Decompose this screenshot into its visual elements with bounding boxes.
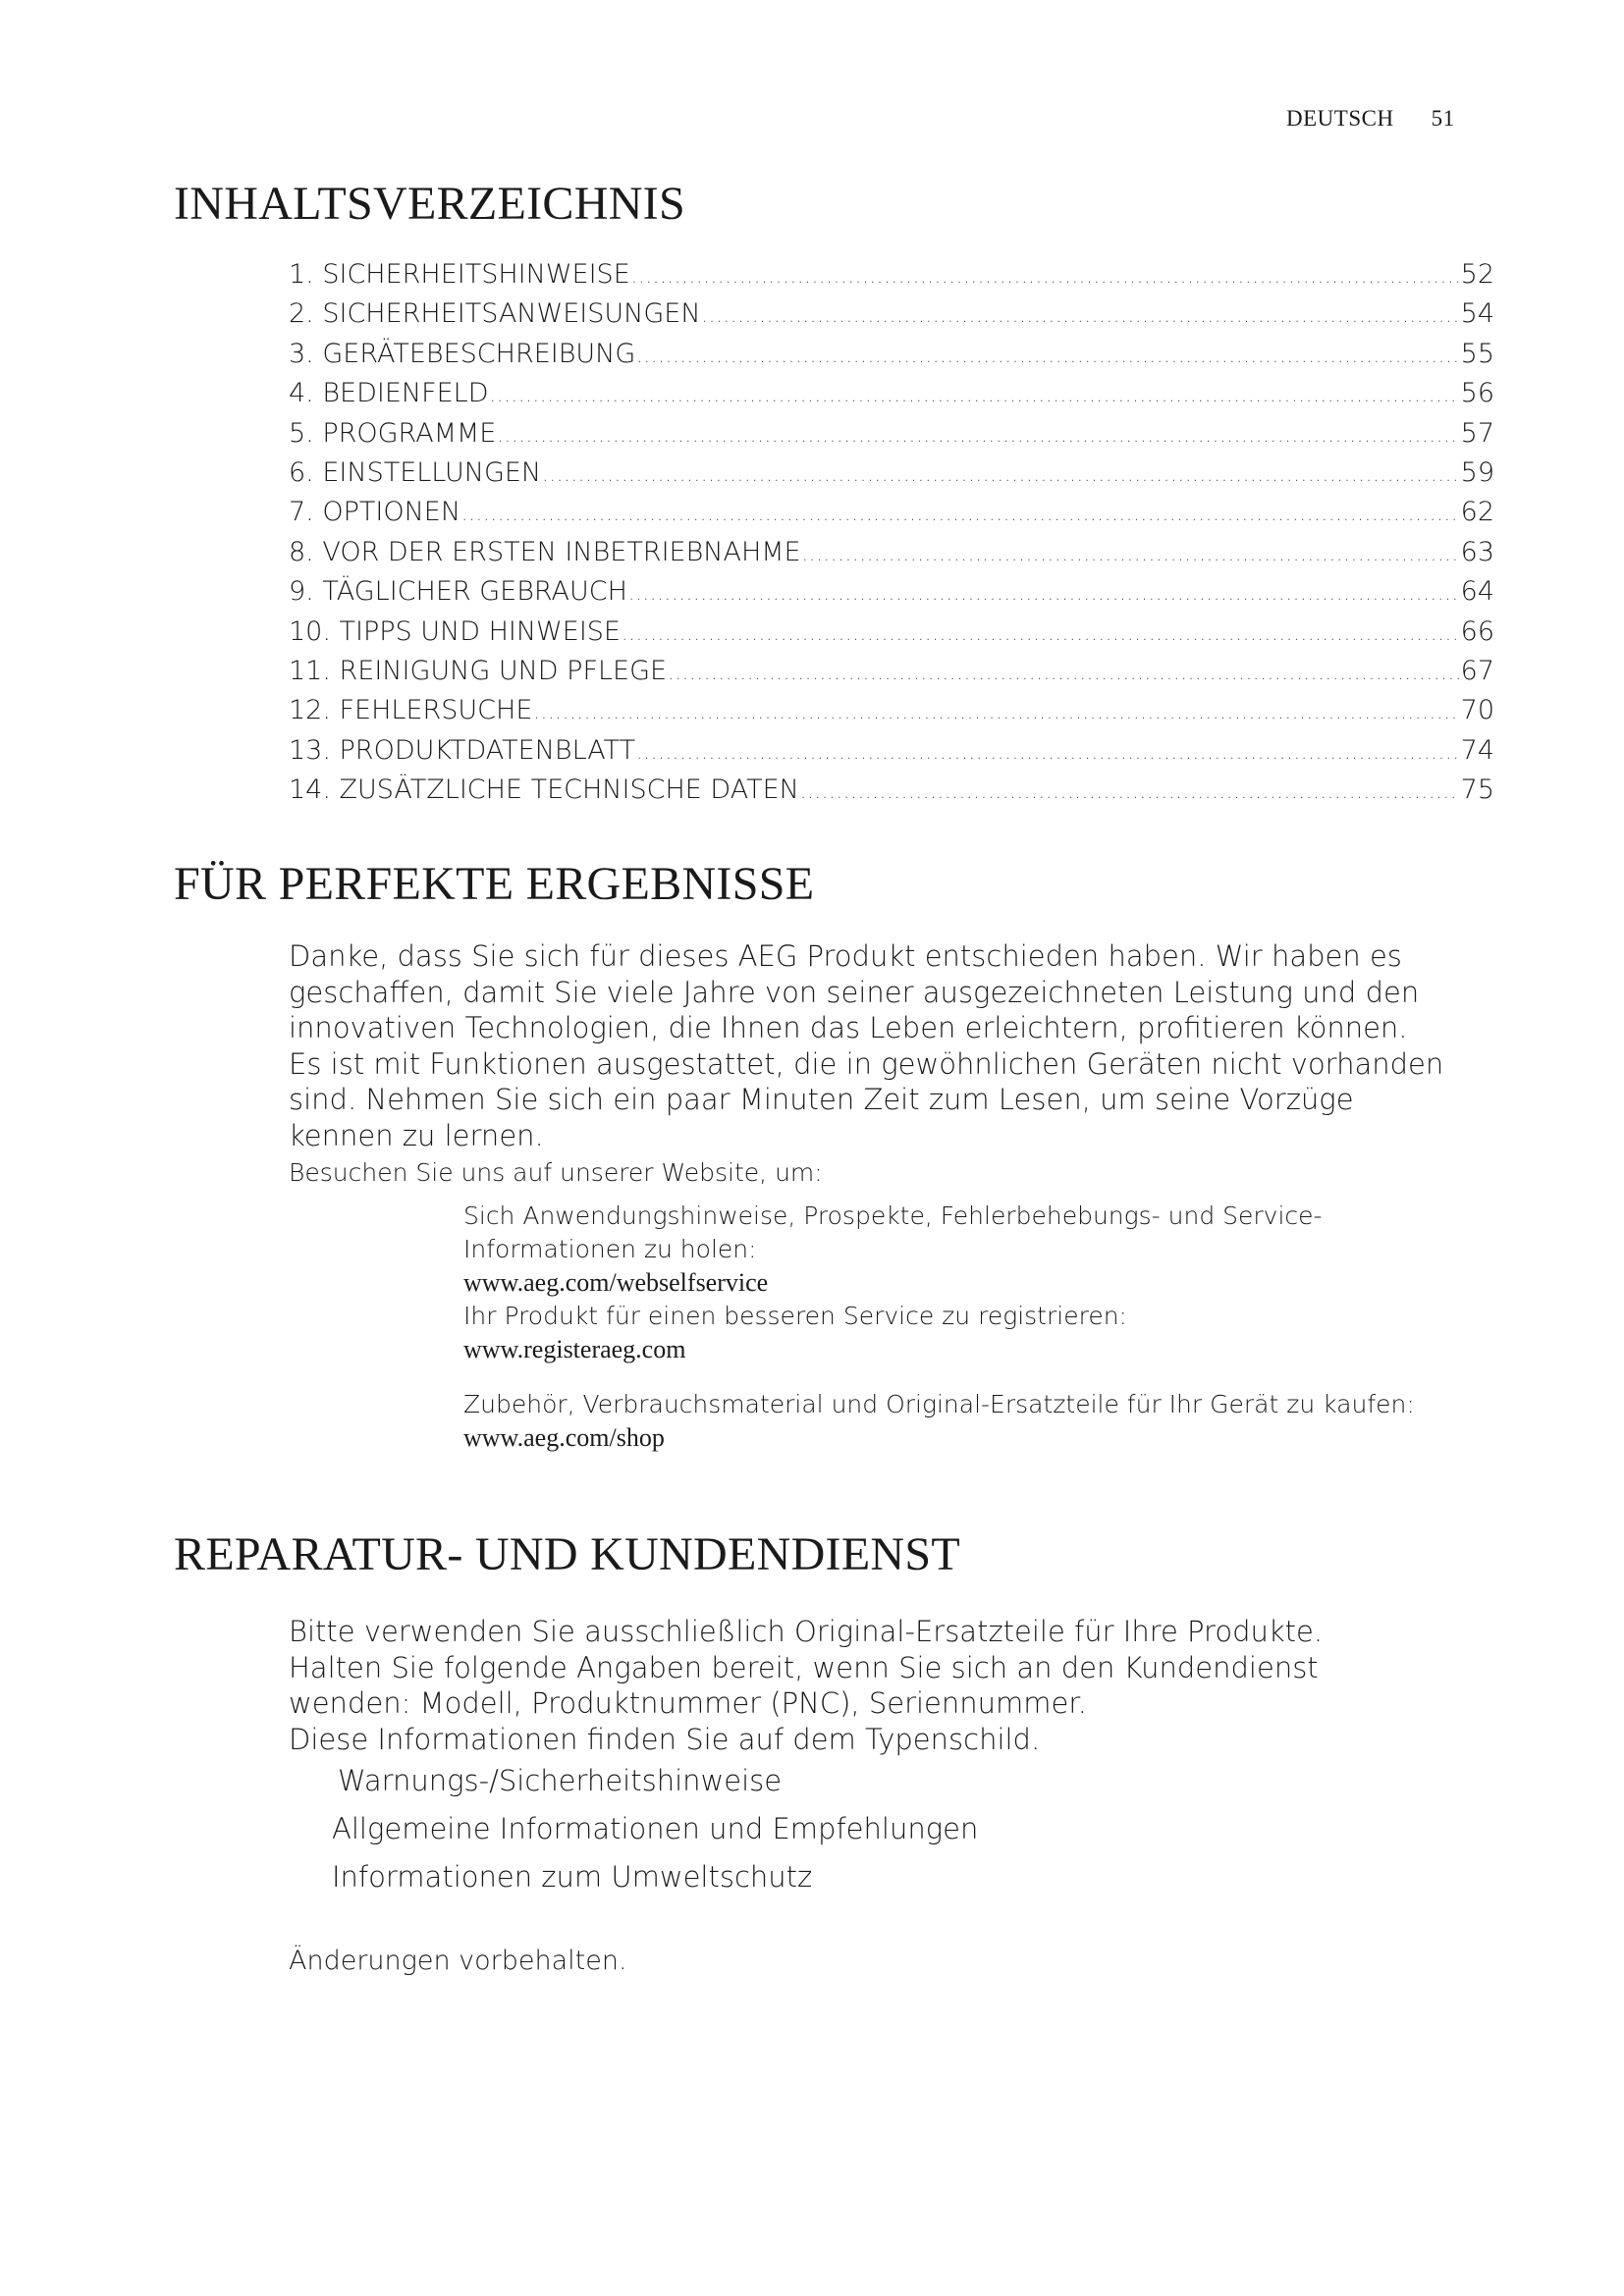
toc-entry-page: 67 — [1460, 655, 1494, 686]
toc-entry-page: 63 — [1460, 536, 1494, 567]
footnote: Änderungen vorbehalten. — [289, 1946, 627, 1976]
toc-leader-dots — [802, 537, 1460, 567]
toc-leader-dots — [533, 695, 1459, 725]
toc-entry[interactable] — [289, 339, 1494, 378]
shop-text: Zubehör, Verbrauchsmaterial und Original-Ersatzteile für Ihr Gerät zu kaufen: — [463, 1390, 1415, 1418]
info-text: Sich Anwendungshinweise, Prospekte, Fehlerbehebungs- und Service- — [463, 1201, 1323, 1230]
toc-entry-page: 56 — [1460, 378, 1494, 409]
shop-link[interactable]: www.aeg.com/shop — [463, 1423, 665, 1452]
toc-leader-dots — [636, 735, 1460, 766]
page-number: 51 — [1431, 106, 1455, 131]
website-links — [463, 1200, 1494, 1455]
toc-entry-label: 13. PRODUKTDATENBLATT — [289, 734, 636, 766]
service-line: Bitte verwenden Sie ausschließlich Original-Ersatzteile für Ihre Produkte. — [289, 1615, 1324, 1648]
info-text-cont: Informationen zu holen: — [463, 1235, 757, 1263]
toc-entry[interactable] — [289, 378, 1494, 417]
toc-entry-page: 64 — [1460, 576, 1494, 608]
toc-entry[interactable] — [289, 576, 1494, 615]
toc-leader-dots — [702, 298, 1460, 329]
service-line: Halten Sie folgende Angaben bereit, wenn Sie sich an den Kundendienst — [289, 1650, 1319, 1684]
toc-entry-label: 12. FEHLERSUCHE — [289, 695, 533, 726]
toc-entry-label: 14. ZUSÄTZLICHE TECHNISCHE DATEN — [289, 774, 799, 806]
toc-leader-dots — [542, 457, 1460, 488]
toc-entry[interactable] — [289, 537, 1494, 576]
toc-entry-page: 57 — [1460, 417, 1494, 449]
results-title: FÜR PERFEKTE ERGEBNISSE — [174, 858, 815, 910]
intro-line: Danke, dass Sie sich für dieses AEG Produkt entschieden haben. Wir haben es — [289, 939, 1402, 973]
service-line: Diese Informationen finden Sie auf dem Typenschild. — [289, 1722, 1041, 1756]
toc-entry-label: 9. TÄGLICHER GEBRAUCH — [289, 576, 627, 608]
toc-entry[interactable] — [289, 418, 1494, 457]
toc-entry-page: 52 — [1460, 259, 1494, 290]
toc-entry[interactable] — [289, 259, 1494, 298]
legend-item-warning: Warnungs-/Sicherheitshinweise — [338, 1764, 783, 1797]
toc-entry[interactable] — [289, 457, 1494, 497]
toc-title: INHALTSVERZEICHNIS — [174, 178, 685, 230]
intro-line: geschaffen, damit Sie viele Jahre von seiner ausgezeichneten Leistung und den — [289, 975, 1420, 1009]
toc-leader-dots — [668, 656, 1460, 686]
toc-entry[interactable] — [289, 298, 1494, 338]
toc-entry-label: 6. EINSTELLUNGEN — [289, 456, 542, 488]
toc-entry-page: 59 — [1460, 456, 1494, 488]
webselfservice-link[interactable]: www.aeg.com/webselfservice — [463, 1268, 769, 1297]
legend-item-environment: Informationen zum Umweltschutz — [332, 1860, 813, 1894]
service-line: wenden: Modell, Produktnummer (PNC), Seriennummer. — [289, 1686, 1087, 1720]
results-intro — [289, 938, 1506, 1153]
toc-leader-dots — [636, 339, 1459, 369]
toc-entry-label: 4. BEDIENFELD — [289, 378, 489, 409]
toc-entry-label: 2. SICHERHEITSANWEISUNGEN — [289, 298, 701, 330]
toc-entry-label: 11. REINIGUNG UND PFLEGE — [289, 655, 668, 686]
toc-leader-dots — [461, 497, 1460, 527]
register-text: Ihr Produkt für einen besseren Service zu registrieren: — [463, 1302, 1127, 1330]
intro-line: innovativen Technologien, die Ihnen das Leben erleichtern, profitieren können. — [289, 1011, 1408, 1044]
legend-item-general: Allgemeine Informationen und Empfehlungen — [332, 1812, 979, 1845]
toc-leader-dots — [631, 259, 1460, 290]
register-link[interactable]: www.registeraeg.com — [463, 1335, 686, 1363]
intro-line: kennen zu lernen. — [289, 1118, 544, 1152]
visit-text: Besuchen Sie uns auf unserer Website, um: — [289, 1158, 823, 1187]
toc-entry-label: 8. VOR DER ERSTEN INBETRIEBNAHME — [289, 536, 801, 567]
intro-line: sind. Nehmen Sie sich ein paar Minuten Zeit zum Lesen, um seine Vorzüge — [289, 1083, 1354, 1116]
toc-leader-dots — [800, 774, 1460, 805]
toc-entry-label: 10. TIPPS UND HINWEISE — [289, 615, 621, 647]
service-text — [289, 1614, 1506, 1757]
intro-line: Es ist mit Funktionen ausgestattet, die in gewöhnlichen Geräten nicht vorhanden — [289, 1046, 1444, 1081]
toc-entry-label: 1. SICHERHEITSHINWEISE — [289, 259, 630, 290]
toc-entry[interactable] — [289, 616, 1494, 656]
toc-entry[interactable] — [289, 695, 1494, 734]
toc-entry[interactable] — [289, 656, 1494, 695]
toc-leader-dots — [490, 378, 1460, 408]
toc-entry-page: 66 — [1460, 615, 1494, 647]
toc-entry[interactable] — [289, 774, 1494, 814]
toc-entry-page: 54 — [1460, 298, 1494, 330]
toc-leader-dots — [497, 418, 1459, 449]
toc-entry[interactable] — [289, 735, 1494, 774]
toc-entry-label: 3. GERÄTEBESCHREIBUNG — [289, 338, 636, 369]
toc-entry-label: 5. PROGRAMME — [289, 417, 497, 449]
toc-leader-dots — [628, 576, 1460, 607]
service-title: REPARATUR- UND KUNDENDIENST — [174, 1528, 961, 1580]
page-header — [1286, 106, 1455, 132]
toc-entry-page: 75 — [1460, 774, 1494, 806]
table-of-contents — [289, 259, 1494, 814]
toc-entry-page: 62 — [1460, 497, 1494, 528]
language-label: DEUTSCH — [1286, 106, 1394, 131]
toc-entry[interactable] — [289, 497, 1494, 536]
toc-entry-page: 74 — [1460, 734, 1494, 766]
symbol-legend — [332, 1764, 978, 1908]
toc-entry-page: 70 — [1460, 695, 1494, 726]
toc-entry-page: 55 — [1460, 338, 1494, 369]
toc-entry-label: 7. OPTIONEN — [289, 497, 461, 528]
toc-leader-dots — [622, 616, 1460, 647]
